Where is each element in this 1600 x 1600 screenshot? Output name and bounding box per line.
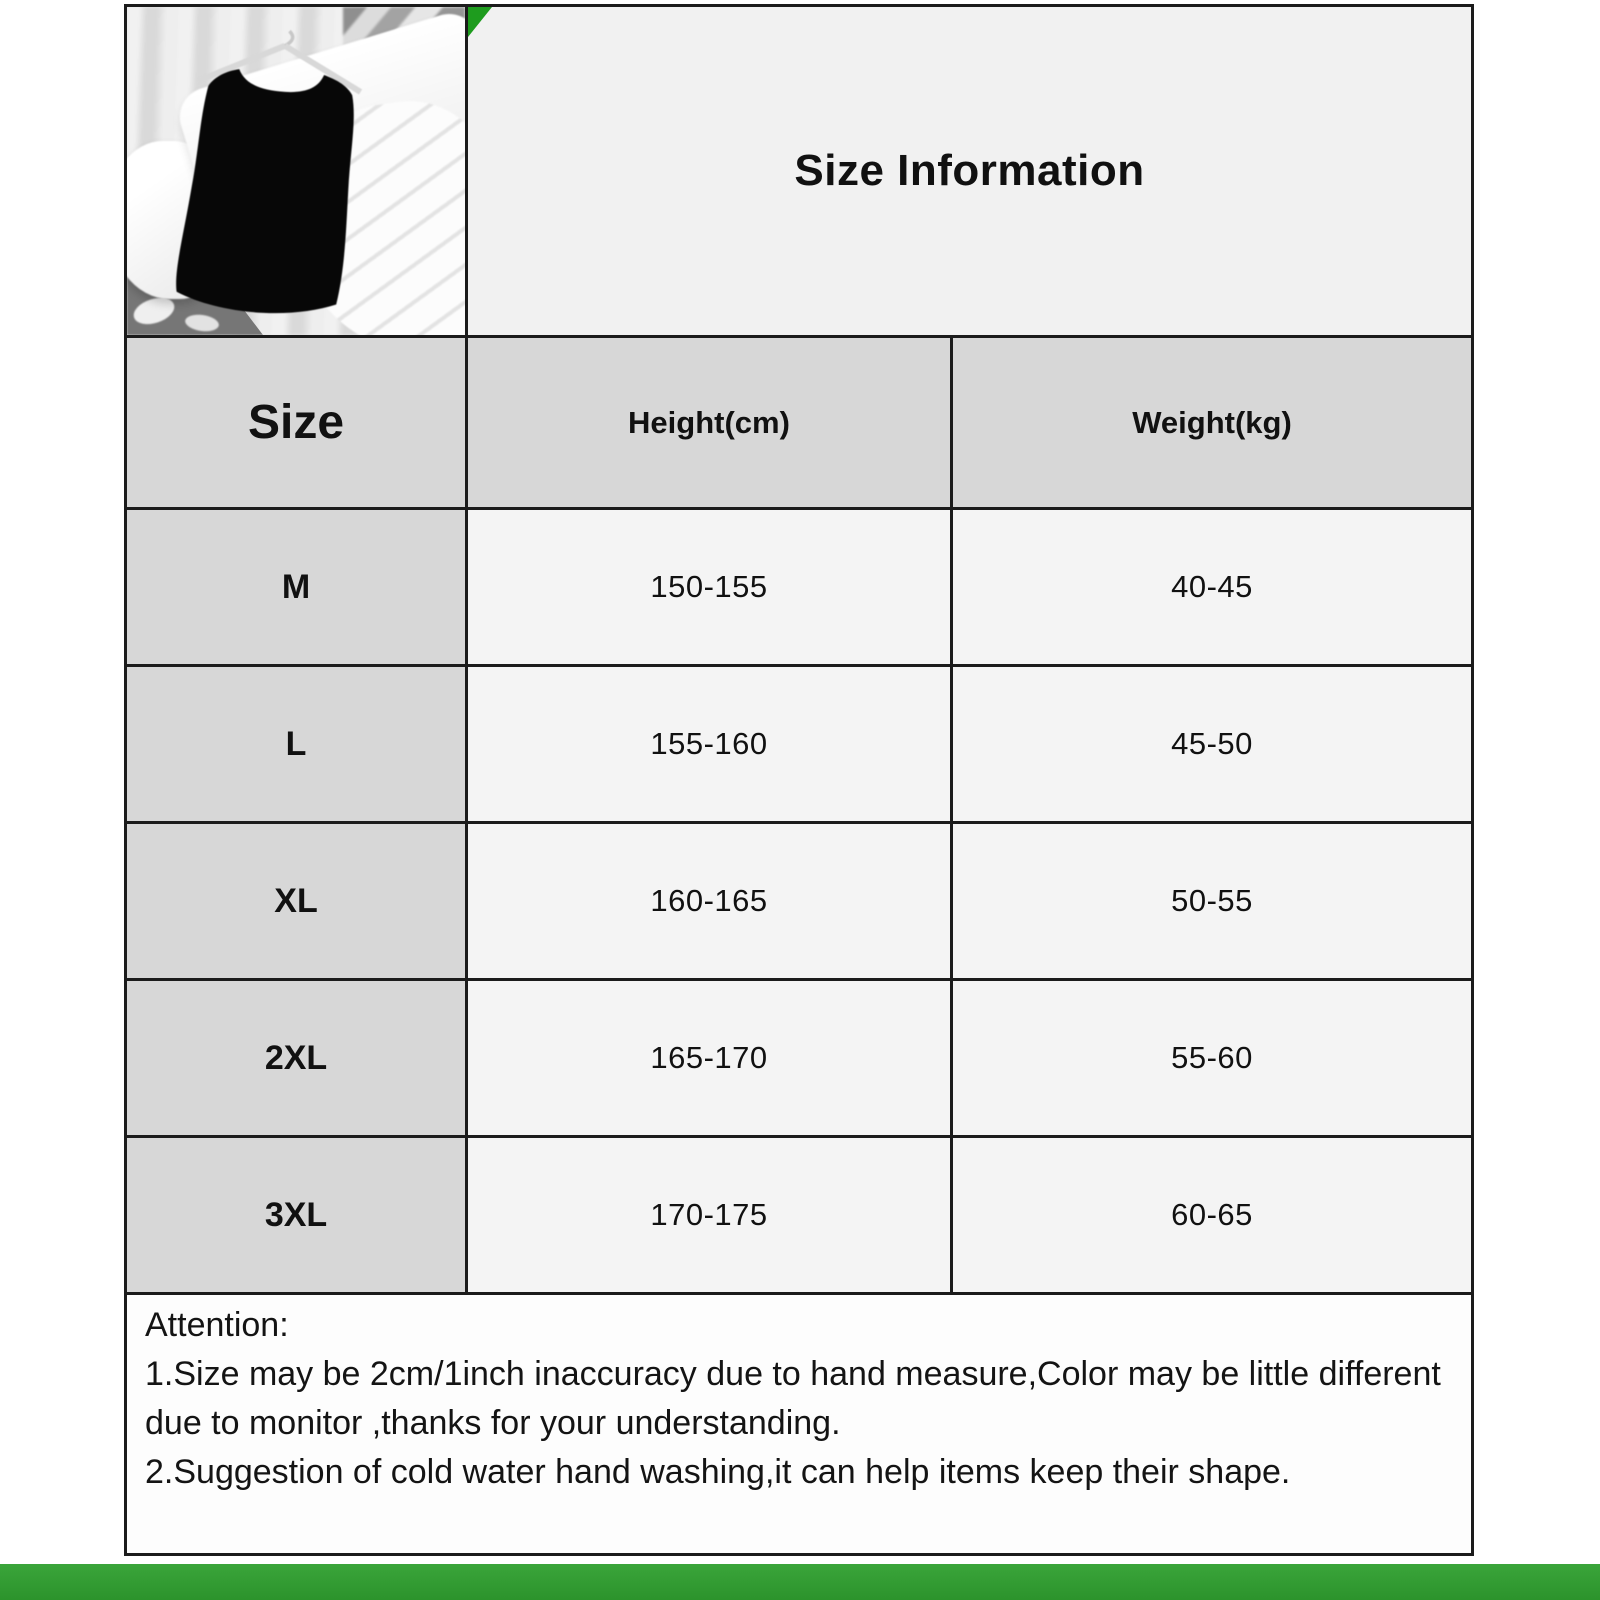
column-header-size: Size <box>127 338 465 507</box>
attention-box <box>127 1295 1471 1553</box>
attention-note-2: 2.Suggestion of cold water hand washing,it can help items keep their shape. <box>145 1453 1291 1491</box>
photo-scene <box>127 7 465 335</box>
size-cell-3xl: 3XL <box>127 1138 465 1292</box>
attention-heading: Attention: <box>145 1306 289 1344</box>
product-photo <box>127 7 465 335</box>
size-cell-xl: XL <box>127 824 465 978</box>
height-cell-xl: 160-165 <box>468 824 950 978</box>
size-cell-m: M <box>127 510 465 664</box>
size-cell-2xl: 2XL <box>127 981 465 1135</box>
height-cell-2xl: 165-170 <box>468 981 950 1135</box>
size-information-header-cell <box>468 7 1471 335</box>
bottom-green-bar <box>0 1564 1600 1600</box>
attention-note-1: 1.Size may be 2cm/1inch inaccuracy due to hand measure,Color may be little different due to monitor ,thanks for your understanding. <box>145 1355 1441 1442</box>
weight-cell-3xl: 60-65 <box>953 1138 1471 1292</box>
weight-cell-2xl: 55-60 <box>953 981 1471 1135</box>
size-cell-l: L <box>127 667 465 821</box>
height-cell-3xl: 170-175 <box>468 1138 950 1292</box>
height-cell-l: 155-160 <box>468 667 950 821</box>
column-header-weight: Weight(kg) <box>953 338 1471 507</box>
size-chart-table <box>124 4 1474 1556</box>
weight-cell-m: 40-45 <box>953 510 1471 664</box>
page-title: Size Information <box>794 146 1145 195</box>
weight-cell-xl: 50-55 <box>953 824 1471 978</box>
vest-silhouette <box>173 62 362 321</box>
green-corner-triangle-icon <box>468 7 492 37</box>
black-vest-on-hanger <box>153 29 388 331</box>
height-cell-m: 150-155 <box>468 510 950 664</box>
column-header-height: Height(cm) <box>468 338 950 507</box>
weight-cell-l: 45-50 <box>953 667 1471 821</box>
